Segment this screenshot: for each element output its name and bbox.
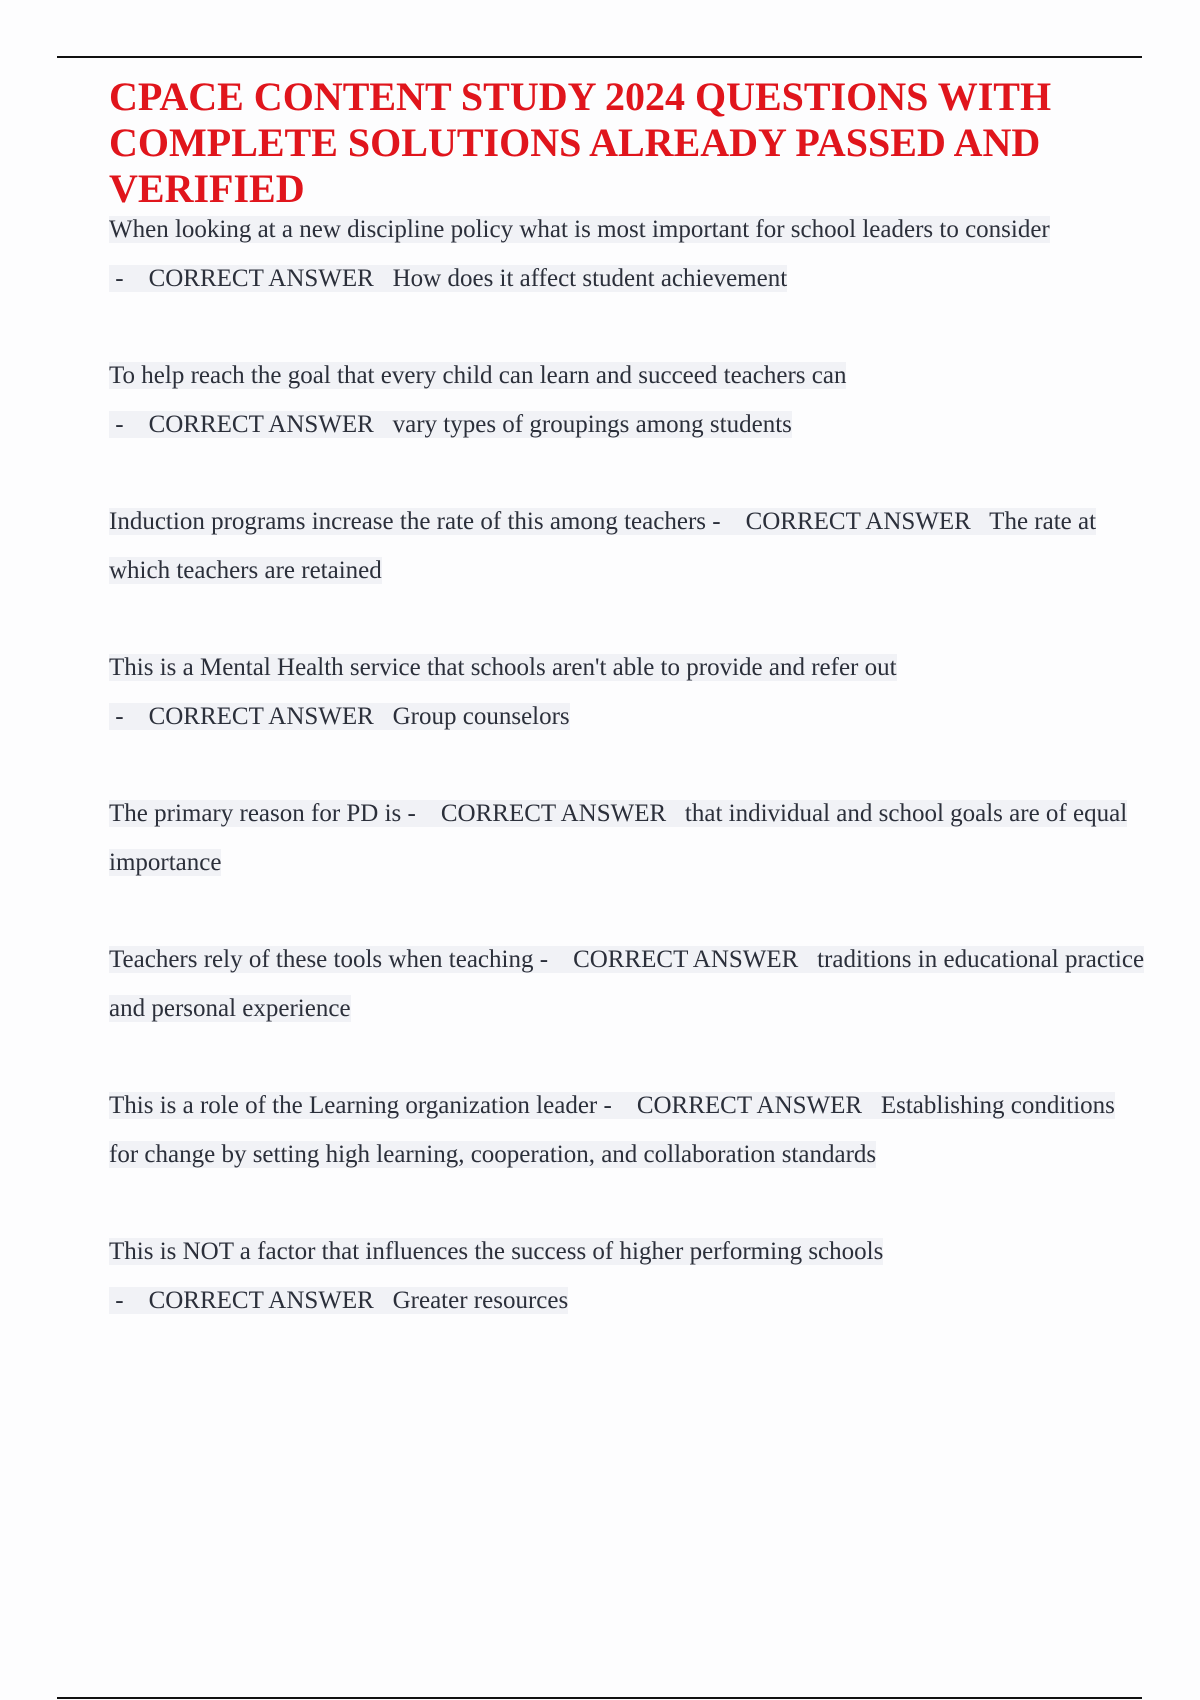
qa-list — [109, 206, 1149, 1374]
qa-item: This is NOT a factor that influences the success of higher performing schools - CORRECT ANSWER Greater resources — [109, 1238, 884, 1314]
answer-marker: CORRECT ANSWER — [745, 508, 971, 535]
qa-item: Teachers rely of these tools when teaching - CORRECT ANSWER traditions in educational practice and personal experience — [109, 946, 1145, 1022]
bottom-rule — [57, 1697, 1142, 1699]
answer-text: The rate at which teachers are retained — [109, 508, 1097, 584]
answer-text: that individual and school goals are of equal importance — [109, 800, 1128, 876]
qa-item: This is a role of the Learning organization leader - CORRECT ANSWER Establishing conditions for change by setting high learning, cooperation, and collaboration standards — [109, 1092, 1115, 1168]
answer-text: Establishing conditions for change by setting high learning, cooperation, and collaboration standards — [109, 1092, 1115, 1168]
answer-text: traditions in educational practice and personal experience — [109, 946, 1145, 1022]
answer-text: Group counselors — [392, 702, 570, 730]
answer-text: Greater resources — [392, 1286, 569, 1314]
qa-item: When looking at a new discipline policy what is most important for school leaders to consider - CORRECT ANSWER How does it affect student achievement — [109, 216, 1050, 292]
answer-marker: CORRECT ANSWER — [148, 1286, 374, 1314]
qa-item: To help reach the goal that every child can learn and succeed teachers can - CORRECT ANSWER vary types of groupings among students — [109, 362, 847, 438]
qa-item: This is a Mental Health service that schools aren't able to provide and refer out - CORRECT ANSWER Group counselors — [109, 654, 897, 730]
answer-text: How does it affect student achievement — [392, 264, 788, 292]
answer-marker: CORRECT ANSWER — [440, 800, 667, 827]
answer-text: vary types of groupings among students — [392, 410, 792, 438]
question-text: The primary reason for PD is — [109, 800, 402, 827]
question-text: Teachers rely of these tools when teaching — [109, 946, 534, 973]
answer-marker: CORRECT ANSWER — [636, 1092, 863, 1119]
qa-item: Induction programs increase the rate of this among teachers - CORRECT ANSWER The rate at which teachers are retained — [109, 508, 1097, 584]
question-text: This is a Mental Health service that schools aren't able to provide and refer out — [109, 654, 897, 681]
answer-marker: CORRECT ANSWER — [573, 946, 799, 973]
question-text: This is NOT a factor that influences the success of higher performing schools — [109, 1238, 884, 1265]
answer-marker: CORRECT ANSWER — [148, 410, 374, 438]
top-rule — [57, 56, 1142, 58]
document-title: CPACE CONTENT STUDY 2024 QUESTIONS WITH COMPLETE SOLUTIONS ALREADY PASSED AND VERIFIED — [109, 74, 1052, 211]
answer-marker: CORRECT ANSWER — [148, 702, 374, 730]
answer-marker: CORRECT ANSWER — [148, 264, 374, 292]
question-text: This is a role of the Learning organization leader — [109, 1092, 598, 1119]
question-text: To help reach the goal that every child can learn and succeed teachers can — [109, 362, 847, 389]
question-text: Induction programs increase the rate of this among teachers — [109, 508, 706, 535]
qa-item: The primary reason for PD is - CORRECT ANSWER that individual and school goals are of equal importance — [109, 800, 1128, 876]
question-text: When looking at a new discipline policy what is most important for school leaders to consider — [109, 216, 1050, 243]
